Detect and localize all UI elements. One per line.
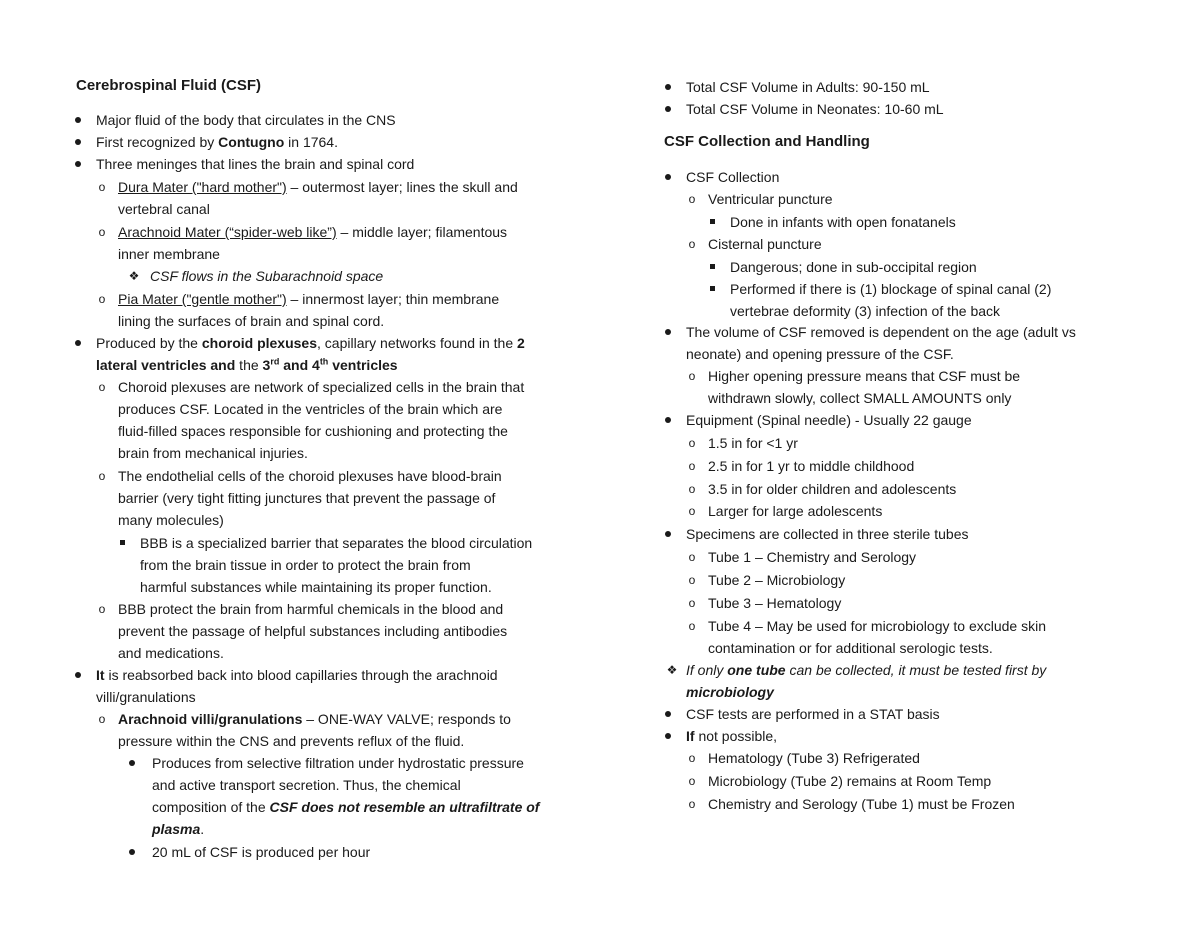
bullet-square [704,211,720,233]
list-item: 20 mL of CSF is produced per hour [152,844,371,860]
bullet-disc [70,664,86,686]
bullet-circle [94,465,110,487]
list-item-continued: prevent the passage of helpful substances including antibodies [118,623,508,639]
list-item-continued: harmful substances while maintaining its proper function. [140,579,492,595]
list-item-continued: composition of the CSF does not resemble an ultrafiltrate of [152,799,540,815]
list-item: Cisternal puncture [708,236,822,252]
bullet-circle [684,793,700,815]
bullet-disc [660,166,676,188]
bullet-square [114,532,130,554]
bullet-disc [70,109,86,131]
bullet-circle [684,455,700,477]
bullet-circle [684,500,700,522]
list-item: Tube 1 – Chemistry and Serology [708,549,917,565]
list-item: Major fluid of the body that circulates in the CNS [96,112,396,128]
list-item: Three meninges that lines the brain and spinal cord [96,156,415,172]
bullet-circle [684,478,700,500]
bullet-diamond [664,659,680,681]
list-item-continued: inner membrane [118,246,220,262]
list-item: Larger for large adolescents [708,503,883,519]
list-item-continued: from the brain tissue in order to protect the brain from [140,557,471,573]
bullet-circle [684,432,700,454]
list-item: The endothelial cells of the choroid plexuses have blood-brain [118,468,502,484]
bullet-circle [684,365,700,387]
list-item: CSF Collection [686,169,780,185]
list-item: If not possible, [686,728,778,744]
list-item: 1.5 in for <1 yr [708,435,798,451]
list-item: Dangerous; done in sub-occipital region [730,259,977,275]
bullet-disc [124,841,140,863]
list-item: Arachnoid Mater (“spider-web like”) – middle layer; filamentous [118,224,508,240]
list-item-continued: withdrawn slowly, collect SMALL AMOUNTS only [708,390,1012,406]
list-item-continued: pressure within the CNS and prevents reflux of the fluid. [118,733,465,749]
list-item-continued: lining the surfaces of brain and spinal cord. [118,313,385,329]
bullet-circle [94,221,110,243]
bullet-circle [684,546,700,568]
bullet-circle [94,376,110,398]
list-item: Equipment (Spinal needle) - Usually 22 gauge [686,412,972,428]
bullet-circle [684,747,700,769]
list-item-continued: neonate) and opening pressure of the CSF. [686,346,954,362]
list-item: If only one tube can be collected, it must be tested first by [686,662,1047,678]
list-item: Tube 3 – Hematology [708,595,842,611]
list-item: Produces from selective filtration under hydrostatic pressure [152,755,524,771]
bullet-disc [660,76,676,98]
section-title-csf: Cerebrospinal Fluid (CSF) [76,77,262,94]
list-item-continued: and medications. [118,645,224,661]
list-item: Specimens are collected in three sterile tubes [686,526,969,542]
list-item: Hematology (Tube 3) Refrigerated [708,750,920,766]
bullet-square [704,278,720,300]
list-item: Dura Mater ("hard mother") – outermost layer; lines the skull and [118,179,518,195]
list-item: CSF tests are performed in a STAT basis [686,706,940,722]
bullet-disc [660,703,676,725]
list-item: 3.5 in for older children and adolescents [708,481,957,497]
bullet-circle [684,569,700,591]
list-item-continued: contamination or for additional serologic tests. [708,640,993,656]
bullet-disc [70,131,86,153]
bullet-diamond [126,265,142,287]
bullet-circle [684,770,700,792]
list-item: It is reabsorbed back into blood capillaries through the arachnoid [96,667,498,683]
bullet-disc [660,409,676,431]
list-item: The volume of CSF removed is dependent on the age (adult vs [686,324,1076,340]
bullet-square [704,256,720,278]
list-item-continued: many molecules) [118,512,224,528]
list-item: First recognized by Contugno in 1764. [96,134,338,150]
list-item: Tube 2 – Microbiology [708,572,846,588]
section-title-collection: CSF Collection and Handling [664,133,870,150]
list-item: Microbiology (Tube 2) remains at Room Temp [708,773,992,789]
bullet-circle [94,598,110,620]
list-item: Produced by the choroid plexuses, capillary networks found in the 2 [96,335,525,351]
list-item-continued: plasma. [152,821,205,837]
list-item-continued: lateral ventricles and the 3rd and 4th ventricles [96,356,398,373]
list-item-continued: vertebral canal [118,201,210,217]
bullet-disc [70,332,86,354]
bullet-disc [660,98,676,120]
list-item: Pia Mater ("gentle mother") – innermost layer; thin membrane [118,291,500,307]
list-item: Performed if there is (1) blockage of spinal canal (2) [730,281,1052,297]
list-item: Higher opening pressure means that CSF must be [708,368,1021,384]
bullet-circle [684,592,700,614]
list-item: Chemistry and Serology (Tube 1) must be Frozen [708,796,1015,812]
bullet-circle [684,615,700,637]
bullet-disc [124,752,140,774]
list-item: Arachnoid villi/granulations – ONE-WAY VALVE; responds to [118,711,511,727]
bullet-circle [94,288,110,310]
list-item-continued: brain from mechanical injuries. [118,445,308,461]
list-item-continued: microbiology [686,684,774,700]
list-item: BBB protect the brain from harmful chemicals in the blood and [118,601,504,617]
bullet-circle [684,233,700,255]
bullet-circle [94,708,110,730]
list-item: Choroid plexuses are network of specialized cells in the brain that [118,379,525,395]
list-item: Done in infants with open fonatanels [730,214,956,230]
bullet-disc [660,725,676,747]
bullet-disc [70,153,86,175]
list-item: BBB is a specialized barrier that separates the blood circulation [140,535,533,551]
list-item-continued: vertebrae deformity (3) infection of the back [730,303,1001,319]
list-item: Ventricular puncture [708,191,833,207]
bullet-disc [660,523,676,545]
bullet-circle [684,188,700,210]
list-item-continued: fluid-filled spaces responsible for cushioning and protecting the [118,423,508,439]
bullet-circle [94,176,110,198]
list-item-continued: produces CSF. Located in the ventricles of the brain which are [118,401,503,417]
list-item-continued: and active transport secretion. Thus, the chemical [152,777,461,793]
list-item: 2.5 in for 1 yr to middle childhood [708,458,915,474]
list-item: CSF flows in the Subarachnoid space [150,268,384,284]
list-item: Total CSF Volume in Adults: 90-150 mL [686,79,930,95]
list-item: Tube 4 – May be used for microbiology to exclude skin [708,618,1046,634]
list-item-continued: villi/granulations [96,689,196,705]
bullet-disc [660,321,676,343]
list-item: Total CSF Volume in Neonates: 10-60 mL [686,101,944,117]
list-item-continued: barrier (very tight fitting junctures that prevent the passage of [118,490,496,506]
